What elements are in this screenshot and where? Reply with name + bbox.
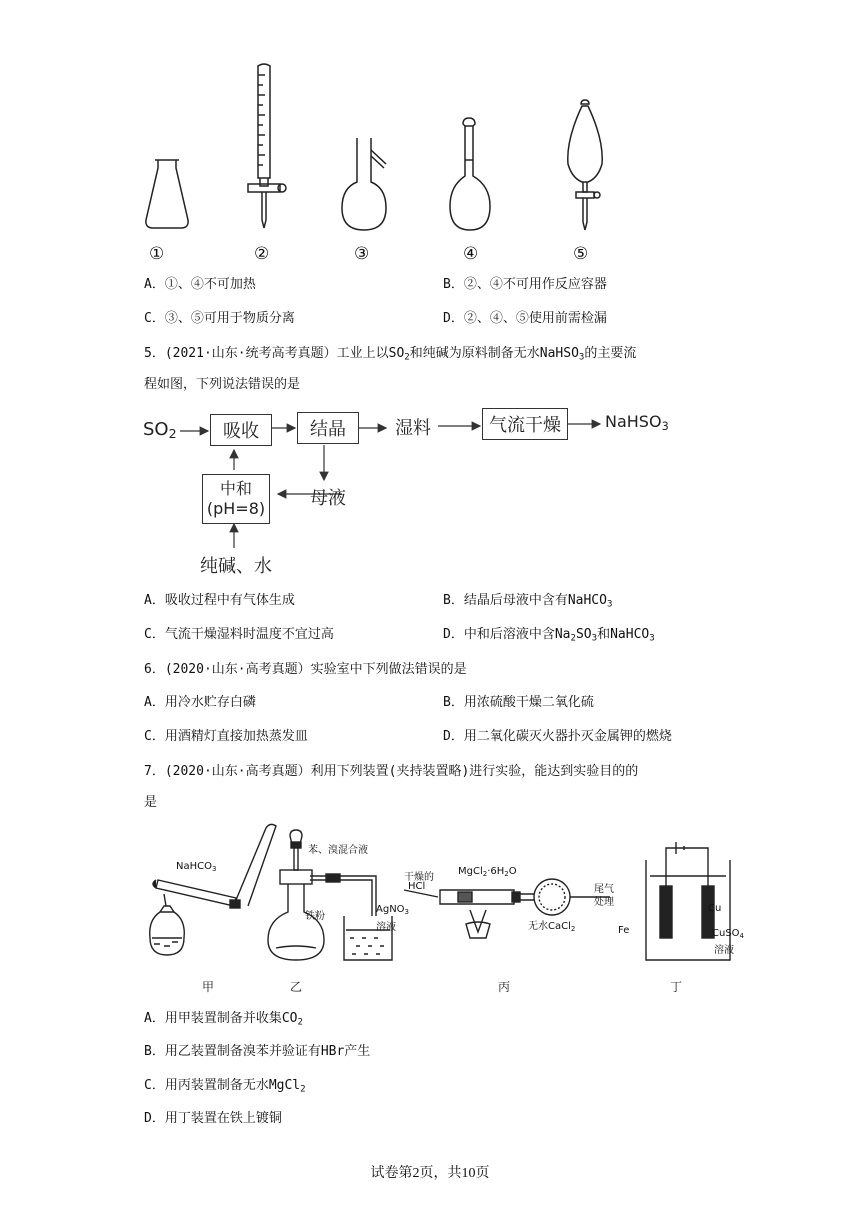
conical-flask-icon: [146, 160, 188, 228]
flow-raw: 纯碱、水: [200, 556, 272, 577]
flow-dry-box: 气流干燥: [482, 408, 568, 440]
q7-option-a: A．用甲装置制备并收集$CO_2$: [144, 1011, 303, 1028]
label-2: ②: [254, 244, 270, 263]
burette-icon: [248, 64, 286, 228]
q6-option-c: C．用酒精灯直接加热蒸发皿: [144, 729, 308, 744]
fig-hcl: HCl: [408, 881, 426, 892]
fig-cuso4-solution: 溶液: [714, 945, 734, 956]
q5-option-a: A．吸收过程中有气体生成: [144, 593, 295, 608]
separatory-funnel-icon: [568, 100, 602, 230]
flow-crystal-box: 结晶: [297, 412, 359, 444]
fig-cuso4: CuSO$_4$: [712, 928, 745, 940]
fig-agno3-solution: 溶液: [376, 922, 396, 933]
q5-option-b: B．结晶后母液中含有NaHCO$_3$: [443, 593, 613, 610]
q4-option-a: A．①、④不可加热: [144, 277, 256, 292]
fig-benzene: 苯、溴混合液: [308, 845, 368, 856]
flow-product: NaHSO$_3$: [605, 412, 669, 433]
flow-so2: $SO_2$: [143, 419, 177, 442]
fig-mgcl2-hydrate: $MgCl_2\cdot 6H_2O$: [458, 866, 517, 878]
fig-tail2: 处理: [594, 897, 614, 908]
q7-option-c: C．用丙装置制备无水MgCl$_2$: [144, 1078, 306, 1095]
caption-yi: 乙: [290, 980, 303, 994]
q4-apparatus-figure: [130, 60, 630, 240]
q6-option-d: D．用二氧化碳灭火器扑灭金属钾的燃烧: [443, 729, 672, 744]
q7-stem-line2: 是: [144, 795, 158, 810]
q7-stem: 7．(2020·山东·高考真题）利用下列装置(夹持装置略)进行实验，能达到实验目的的: [144, 764, 639, 779]
label-4: ④: [463, 244, 479, 263]
q5-stem: 5．(2021·山东·统考高考真题）工业上以$SO_2$和纯碱为原料制备无水NaHSO$_3$的主要流: [144, 346, 637, 363]
q7-option-b: B．用乙装置制备溴苯并验证有HBr产生: [144, 1044, 371, 1059]
q6-option-a: A．用冷水贮存白磷: [144, 695, 256, 710]
q7-apparatus-figure: [140, 820, 760, 970]
flow-mother: 母液: [310, 488, 346, 509]
caption-jia: 甲: [202, 980, 215, 994]
fig-agno3: AgNO$_3$: [376, 904, 410, 916]
fig-fe: Fe: [618, 925, 630, 936]
distilling-flask-icon: [342, 138, 386, 230]
fig-nahco3: NaHCO$_3$: [176, 861, 217, 873]
q6-stem: 6．(2020·山东·高考真题）实验室中下列做法错误的是: [144, 662, 467, 677]
fig-cu: Cu: [708, 903, 722, 914]
q5-stem-line2: 程如图，下列说法错误的是: [144, 377, 301, 392]
fig-cacl2: 无水CaCl$_2$: [528, 921, 576, 933]
apparatus-bing: [404, 879, 610, 938]
apparatus-jia: [150, 824, 276, 955]
caption-ding: 丁: [670, 980, 683, 994]
q5-option-c: C．气流干燥湿料时温度不宜过高: [144, 627, 334, 642]
caption-bing: 丙: [498, 980, 511, 994]
flow-neutral-box: 中和 (pH=8): [202, 474, 270, 524]
q4-option-c: C．③、⑤可用于物质分离: [144, 311, 295, 326]
label-1: ①: [149, 244, 165, 263]
volumetric-flask-icon: [450, 118, 490, 230]
q6-option-b: B．用浓硫酸干燥二氧化硫: [443, 695, 594, 710]
flow-absorb-box: 吸收: [210, 414, 272, 446]
q4-option-b: B．②、④不可用作反应容器: [443, 277, 607, 292]
q5-option-d: D．中和后溶液中含$Na_2SO_3$和NaHCO$_3$: [443, 627, 655, 644]
q7-option-d: D．用丁装置在铁上镀铜: [144, 1111, 282, 1126]
label-5: ⑤: [573, 244, 589, 263]
label-3: ③: [354, 244, 370, 263]
fig-dry: 干燥的: [404, 872, 434, 883]
q4-option-d: D．②、④、⑤使用前需检漏: [443, 311, 607, 326]
fig-tail1: 尾气: [594, 884, 614, 895]
fig-iron: 铁粉: [305, 911, 325, 922]
page-footer: 试卷第2页，共10页: [370, 1166, 490, 1181]
flow-wet: 湿料: [395, 418, 431, 439]
